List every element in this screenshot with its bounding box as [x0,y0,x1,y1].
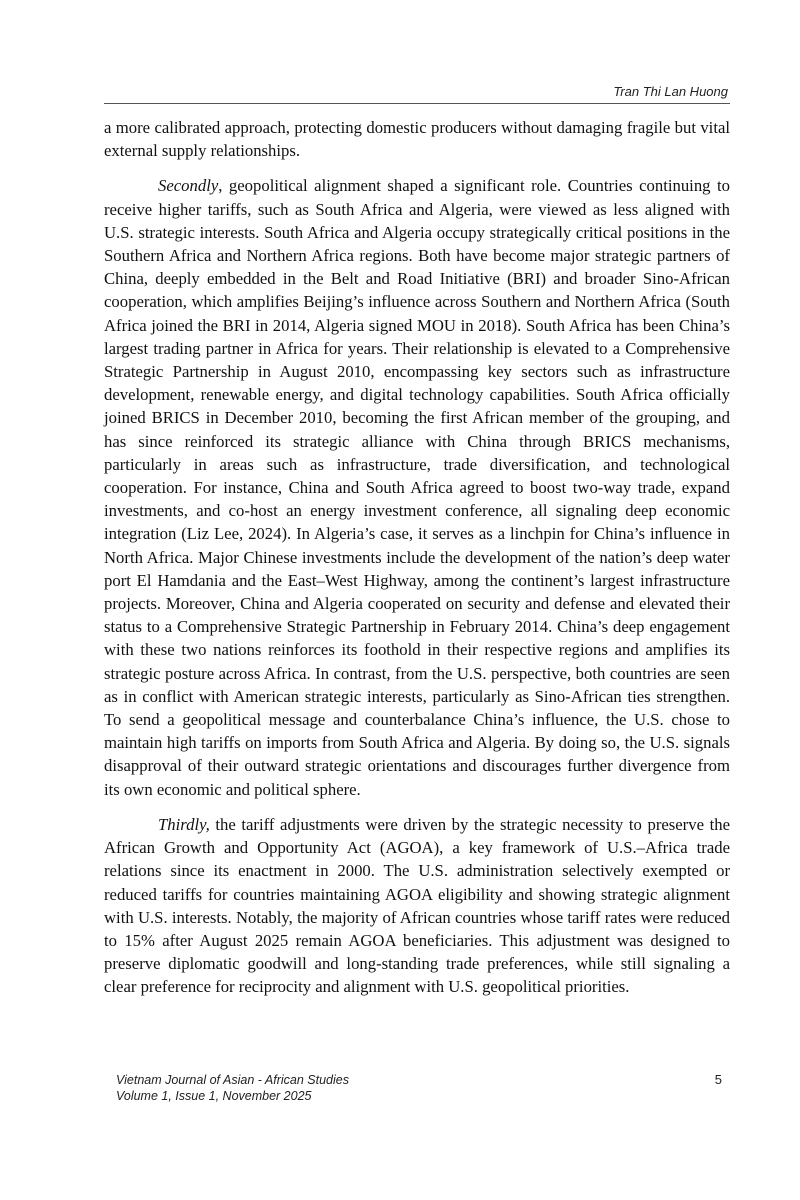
footer-issue-info: Volume 1, Issue 1, November 2025 [116,1089,312,1103]
paragraph-continuation: a more calibrated approach, protecting domestic producers without damaging fragile but vital external supply relationships. [104,118,730,161]
running-head-author: Tran Thi Lan Huong [613,84,728,99]
footer-citation [116,1072,349,1104]
header-divider [104,103,730,104]
paragraph-lead-thirdly: Thirdly, [158,814,210,834]
paragraph-text-thirdly: the tariff adjustments were driven by the strategic necessity to preserve the African Growth and Opportunity Act (AGOA), a key framework of U.S.–Africa trade relations since its enactment in 2000. The U.S. administration selectively exempted or reduced tariffs for countries maintaining AGOA eligibility and showing strategic alignment with U.S. interests. Notably, the majority of African countries whose tariff rates were reduced to 15% after August 2025 remain AGOA beneficiaries. This adjustment was designed to preserve diplomatic goodwill and long-standing trade preferences, while still signaling a clear preference for reciprocity and alignment with U.S. geopolitical priorities. [104,814,730,997]
paragraph-secondly [104,174,730,800]
footer-journal-name: Vietnam Journal of Asian - African Studies [116,1073,349,1087]
paragraph-lead-secondly: Secondly [158,176,219,196]
paragraph-thirdly [104,813,730,999]
paragraph-text-secondly: , geopolitical alignment shaped a significant role. Countries continuing to receive higher tariffs, such as South Africa and Algeria, were viewed as less aligned with U.S. strategic interests. South Africa and Algeria occupy strategically critical positions in the Southern Africa and Northern Africa regions. Both have become major strategic partners of China, deeply embedded in the Belt and Road Initiative (BRI) and broader Sino-African cooperation, which amplifies Beijing’s influence across Southern and Northern Africa (South Africa joined the BRI in 2014, Algeria signed MOU in 2018). South Africa has been China’s largest trading partner in Africa for years. Their relationship is elevated to a Comprehensive Strategic Partnership in August 2010, encompassing key sectors such as infrastructure development, renewable energy, and digital technology capabilities. South Africa officially joined BRICS in December 2010, becoming the first African member of the grouping, and has since reinforced its strategic alliance with China through BRICS mechanisms, particularly in areas such as infrastructure, trade diversification, and technological cooperation. For instance, China and South Africa agreed to boost two-way trade, expand investments, and co-host an energy investment conference, all signaling deep economic integration (Liz Lee, 2024). In Algeria’s case, it serves as a linchpin for China’s influence in North Africa. Major Chinese investments include the development of the nation’s deep water port El Hamdania and the East–West Highway, among the continent’s largest infrastructure projects. Moreover, China and Algeria cooperated on security and defense and elevated their status to a Comprehensive Strategic Partnership in February 2014. China’s deep engagement with these two nations reinforces its foothold in their respective regions and amplifies its strategic posture across Africa. In contrast, from the U.S. perspective, both countries are seen as in conflict with American strategic interests, particularly as Sino-African ties strengthen. To send a geopolitical message and counterbalance China’s influence, the U.S. chose to maintain high tariffs on imports from South Africa and Algeria. By doing so, the U.S. signals disapproval of their outward strategic orientations and discourages further divergence from its own economic and political sphere. [104,176,730,799]
article-body [104,116,730,1011]
page-number: 5 [714,1072,722,1087]
